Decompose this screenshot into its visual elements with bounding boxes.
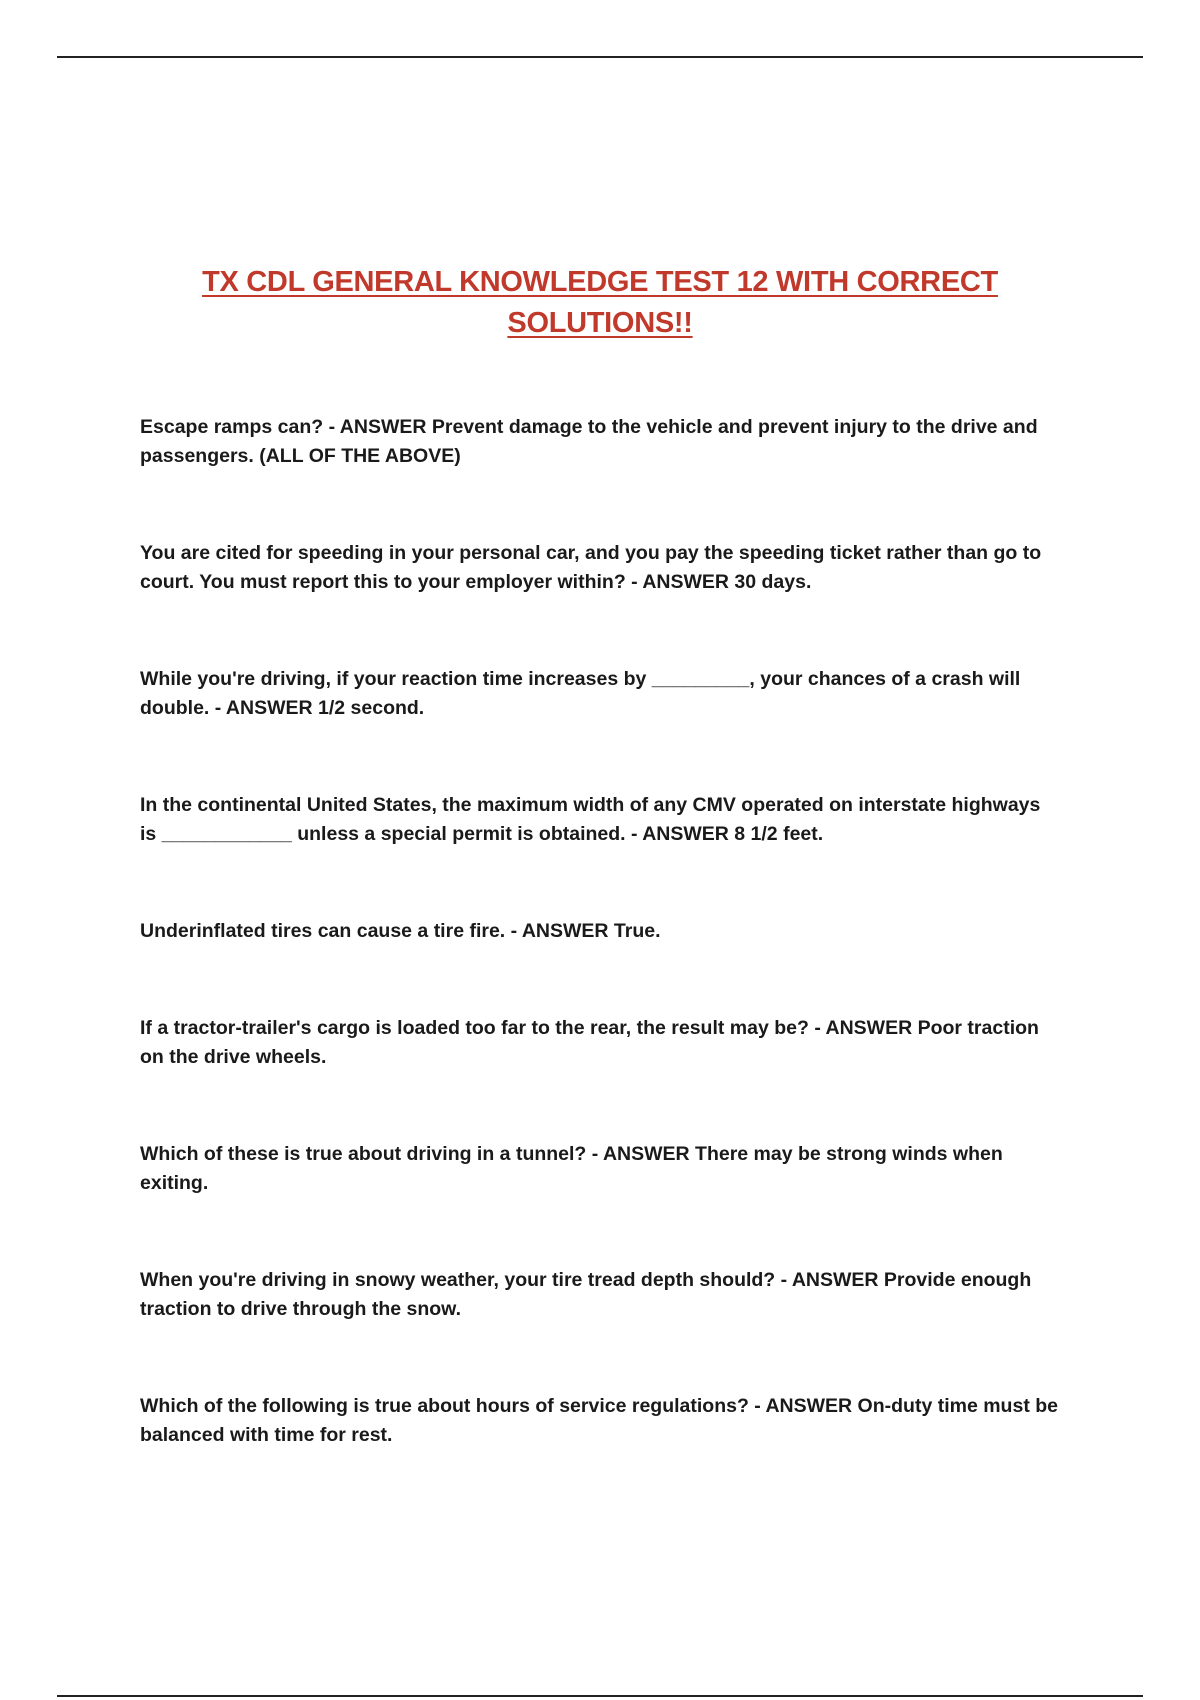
qa-item: When you're driving in snowy weather, your tire tread depth should? - ANSWER Provide enough traction to drive through the snow.: [140, 1269, 1032, 1320]
qa-item: If a tractor-trailer's cargo is loaded too far to the rear, the result may be? - ANSWER Poor traction on the drive wheels.: [140, 1017, 1039, 1068]
question-answer-list: [140, 413, 1060, 1518]
bottom-rule: [57, 1695, 1143, 1697]
qa-item: You are cited for speeding in your personal car, and you pay the speeding ticket rather than go to court. You must report this to your employer within? - ANSWER 30 days.: [140, 542, 1042, 593]
qa-item: Escape ramps can? - ANSWER Prevent damage to the vehicle and prevent injury to the drive and passengers. (ALL OF THE ABOVE): [140, 416, 1038, 467]
qa-item: Which of these is true about driving in a tunnel? - ANSWER There may be strong winds when exiting.: [140, 1143, 1003, 1194]
top-rule: [57, 56, 1143, 58]
qa-item: Which of the following is true about hours of service regulations? - ANSWER On-duty time must be balanced with time for rest.: [140, 1395, 1058, 1446]
qa-item: In the continental United States, the maximum width of any CMV operated on interstate highways is ____________ unless a special permit is obtained. - ANSWER 8 1/2 feet.: [140, 794, 1041, 845]
qa-item: While you're driving, if your reaction time increases by _________, your chances of a crash will double. - ANSWER 1/2 second.: [140, 668, 1021, 719]
qa-item: Underinflated tires can cause a tire fire. - ANSWER True.: [140, 920, 661, 942]
document-title: TX CDL GENERAL KNOWLEDGE TEST 12 WITH CORRECT SOLUTIONS!!: [202, 266, 998, 339]
